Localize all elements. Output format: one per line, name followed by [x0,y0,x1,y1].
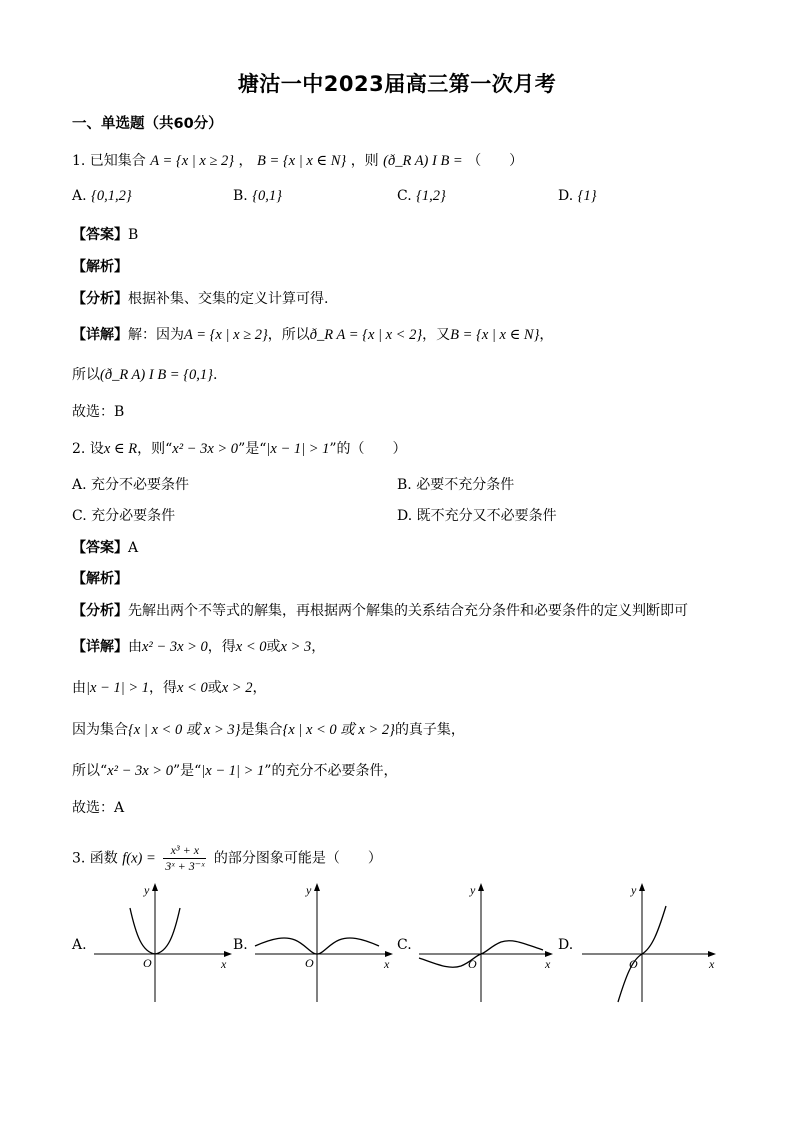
text: ，所以 [267,327,310,343]
fenxi-text: 根据补集、交集的定义计算可得. [128,291,329,307]
text: ”是“ [238,441,267,457]
math: {x | x < 0 或 x > 2} [282,722,395,738]
q1-set-a: A = {x | x ≥ 2} [150,153,235,169]
detail-label: 【详解】 [72,327,128,343]
q1-option-c [397,188,446,205]
text: 因为集合 [72,722,128,738]
origin-label: O [143,956,152,970]
text: ”是“ [172,763,202,779]
fraction [163,843,206,874]
q3-graph-c [417,880,562,1005]
q3-graph-a [90,880,235,1005]
q1-paren: （ ） [467,153,524,169]
q1-option-b [233,188,282,205]
text: 所以 [72,367,100,383]
option-value: {1,2} [416,188,446,204]
fenxi-text: 先解出两个不等式的解集，再根据两个解集的关系结合充分条件和必要条件的定义判断即可 [128,603,688,619]
q2-option-b [397,474,514,494]
q2-conclusion: 故选：A [72,800,125,816]
y-axis-arrow [478,883,484,891]
text: ， [539,327,554,343]
q1-option-a [72,188,132,205]
text: 或 [207,680,222,696]
text: ， [252,680,267,696]
math: B = {x | x ∈ N} [450,327,540,343]
q3-stem [72,843,382,874]
q2-stem [72,438,407,458]
q3-graph-d [580,880,725,1005]
x-axis-label: x [384,957,390,971]
q1-stem [72,150,523,170]
option-label: A. [72,188,87,204]
q2-detail-2 [72,677,266,697]
y-axis-label: y [306,883,312,897]
y-axis-label: y [631,883,637,897]
text: ，得 [207,639,236,655]
detail-label: 【详解】 [72,639,128,655]
math: x² − 3x > 0 [107,763,173,779]
q1-comma: ， [238,153,253,169]
text: ，又 [422,327,451,343]
q2-detail-4 [72,760,397,780]
x-axis-label: x [709,957,715,971]
text: 2. 设 [72,441,104,457]
q1-expression: (ð_R A) I B = [383,153,463,169]
q1-stem-prefix: 1. 已知集合 [72,153,146,169]
option-value: 必要不充分条件 [416,477,515,493]
page-title: 塘沽一中2023届高三第一次月考 [237,72,557,96]
q1-detail-1 [72,324,553,344]
q2-option-d [397,505,557,525]
origin-label: O [305,956,314,970]
text: 是集合 [240,722,283,738]
text: 所以“ [72,763,108,779]
option-value: {1} [577,188,597,204]
q1-option-d [558,188,597,205]
q2-option-c [72,505,175,525]
text: ，则“ [137,441,173,457]
math: {x | x < 0 或 x > 3} [128,722,241,738]
origin-label: O [468,957,477,971]
q1-fenxi [72,288,328,308]
math: |x − 1| > 1 [266,441,330,457]
option-value: 既不充分又不必要条件 [416,508,557,524]
option-label: B. [397,477,412,493]
option-value: {0,1,2} [91,188,132,204]
math: x² − 3x > 0 [142,639,208,655]
x-axis-label: x [221,957,227,971]
y-axis-arrow [152,883,158,891]
fenxi-label: 【分析】 [72,291,128,307]
option-value: 充分不必要条件 [91,477,190,493]
option-label: C. [72,508,87,524]
q3-graph-label-a: A. [72,937,87,953]
text: ，得 [148,680,177,696]
math: A = {x | x ≥ 2} [184,327,268,343]
option-label: D. [397,508,413,524]
answer-value: A [128,540,139,556]
y-axis-arrow [314,883,320,891]
q3-graph-label-c: C. [397,937,412,953]
math: (ð_R A) I B = {0,1} [100,367,213,383]
q3-graph-label-d: D. [558,937,574,953]
math: x > 3 [280,639,312,655]
q2-answer [72,537,138,557]
text: 3. 函数 [72,850,118,867]
q3-graph-label-b: B. [233,937,248,953]
option-value: 充分必要条件 [91,508,176,524]
text: ， [311,639,326,655]
q1-conclusion: 故选：B [72,404,125,420]
origin-label: O [629,957,638,971]
math: x > 2 [221,680,253,696]
fraction-denominator: 3ˣ + 3⁻ˣ [165,859,205,873]
text: 的真子集， [394,722,465,738]
text: ”的充分不必要条件， [264,763,398,779]
q1-answer [72,224,138,244]
text: 或 [266,639,281,655]
answer-label: 【答案】 [72,227,128,243]
y-axis-arrow [639,883,645,891]
y-axis-label: y [144,883,150,897]
q1-detail-2 [72,364,217,384]
text: 由 [72,680,86,696]
math: x < 0 [235,639,267,655]
option-label: B. [233,188,248,204]
option-label: C. [397,188,412,204]
math: f(x) = [122,850,156,867]
option-label: A. [72,477,87,493]
text: 由 [128,639,142,655]
math: |x − 1| > 1 [201,763,265,779]
q2-option-a [72,474,189,494]
q2-fenxi [72,600,688,620]
text: 解：因为 [128,327,184,343]
answer-label: 【答案】 [72,540,128,556]
q3-graph-b [253,880,398,1005]
option-label: D. [558,188,574,204]
q2-analysis-label: 【解析】 [72,571,128,587]
q2-detail-3 [72,718,465,739]
text: . [212,367,218,383]
text: 的部分图象可能是（ ） [213,850,382,867]
fenxi-label: 【分析】 [72,603,128,619]
x-axis-label: x [545,957,551,971]
q1-set-b: B = {x | x ∈ N} [256,153,347,169]
section-heading: 一、单选题（共60分） [72,116,223,132]
math: x < 0 [176,680,208,696]
math: |x − 1| > 1 [86,680,149,696]
math: ð_R A = {x | x < 2} [309,327,423,343]
answer-value: B [128,227,139,243]
y-axis-label: y [470,883,476,897]
text: ”的（ ） [329,441,407,457]
fraction-numerator: x³ + x [163,843,206,859]
math: x² − 3x > 0 [172,441,239,457]
option-value: {0,1} [252,188,282,204]
math: x ∈ R [103,441,138,457]
q1-analysis-label: 【解析】 [72,259,128,275]
q1-then: ，则 [350,153,379,169]
q2-detail-1 [72,636,325,656]
